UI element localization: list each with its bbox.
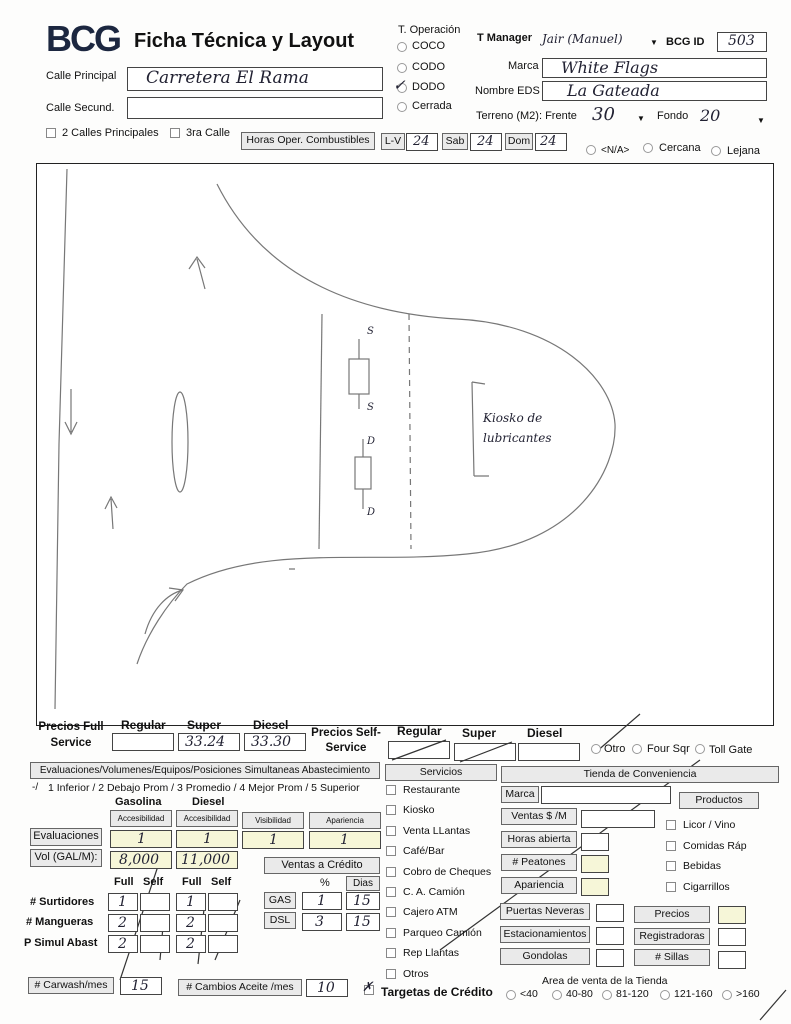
servicio-item[interactable] xyxy=(386,925,498,945)
eval-vis-value: 1 xyxy=(269,832,278,848)
gas-pct-value: 1 xyxy=(317,893,326,909)
four-sqr-radio[interactable] xyxy=(632,744,642,754)
eval-apariencia-field[interactable] xyxy=(309,831,381,849)
servicio-item[interactable] xyxy=(386,843,498,863)
servicio-label: Venta LLantas xyxy=(403,824,471,837)
calle-principal-field[interactable] xyxy=(127,67,383,91)
sab-button[interactable]: Sab xyxy=(442,133,468,150)
tienda-button[interactable]: Tienda de Conveniencia xyxy=(501,766,779,783)
area-option-label: 81-120 xyxy=(616,988,649,1000)
cambios-value: 10 xyxy=(317,980,335,996)
bcg-id-value: 503 xyxy=(728,33,755,49)
area-option-label: >160 xyxy=(736,988,760,1000)
otro-label: Otro xyxy=(604,743,626,755)
eval-diesel-value: 1 xyxy=(203,831,212,847)
vol-diesel-value: 11,000 xyxy=(181,852,230,868)
servicios-button[interactable]: Servicios xyxy=(385,764,497,781)
marca-field[interactable] xyxy=(542,58,767,78)
registradoras-field[interactable] xyxy=(718,928,746,946)
gas-pct-field[interactable] xyxy=(302,892,342,910)
eval-visibilidad-field[interactable] xyxy=(242,831,304,849)
dsl-pct-value: 3 xyxy=(315,914,324,930)
servicio-checkbox[interactable] xyxy=(386,785,396,795)
tienda-marca-label[interactable]: Marca xyxy=(501,786,539,803)
full-regular-field[interactable] xyxy=(112,733,174,751)
diesel-label: Diesel xyxy=(253,718,289,732)
ventas-field[interactable] xyxy=(581,810,655,828)
eval-gas-value: 1 xyxy=(137,831,146,847)
precios-full-label xyxy=(36,719,106,751)
horas-abierta-label[interactable]: Horas abierta xyxy=(501,831,577,848)
mang-d-full-value: 2 xyxy=(186,915,195,931)
servicio-label: Otros xyxy=(403,967,429,980)
servicio-label: Restaurante xyxy=(403,784,461,796)
calle-principal-label: Calle Principal xyxy=(46,70,117,82)
peatones-field[interactable] xyxy=(581,855,609,873)
ps-d-full-value: 2 xyxy=(186,936,195,952)
op-cerrada-radio[interactable] xyxy=(397,102,407,112)
four-sqr-label: Four Sqr xyxy=(647,743,690,755)
carwash-field[interactable] xyxy=(120,977,162,995)
full-super-field[interactable] xyxy=(178,733,240,751)
t-manager-value: Jair (Manuel) xyxy=(542,32,623,46)
self-diesel-field[interactable] xyxy=(518,743,580,761)
tercera-calle-label: 3ra Calle xyxy=(186,127,231,139)
op-dodo-label: DODO xyxy=(412,81,445,93)
vol-diesel-field[interactable] xyxy=(176,851,238,869)
area-option-label: 40-80 xyxy=(566,988,593,1000)
calle-principal-value: Carretera El Rama xyxy=(146,68,309,88)
evaluaciones-row-label[interactable]: Evaluaciones xyxy=(30,828,102,846)
sillas-field[interactable] xyxy=(718,951,746,969)
layout-sketch-area[interactable] xyxy=(36,163,774,726)
servicio-label: C. A. Camión xyxy=(403,885,465,898)
producto-item[interactable] xyxy=(666,817,786,838)
vol-row-label[interactable]: Vol (GAL/M): xyxy=(30,849,102,867)
accesibilidad-gas-header[interactable]: Accesibilidad xyxy=(110,810,172,827)
visibilidad-header[interactable]: Visibilidad xyxy=(242,812,304,829)
gondolas-field[interactable] xyxy=(596,949,624,967)
producto-checkbox[interactable] xyxy=(666,820,676,830)
t-manager-dropdown-icon[interactable]: ▼ xyxy=(650,38,658,47)
servicio-item[interactable] xyxy=(386,966,498,986)
bcg-id-label: BCG ID xyxy=(666,36,705,48)
toll-gate-radio[interactable] xyxy=(695,744,705,754)
producto-item[interactable] xyxy=(666,879,786,900)
precios-self-text: Precios Self-Service xyxy=(311,727,381,754)
area-option-label: 121-160 xyxy=(674,988,713,1000)
precios-tienda-field[interactable] xyxy=(718,906,746,924)
producto-label: Cigarrillos xyxy=(683,880,730,893)
horas-abierta-field[interactable] xyxy=(581,833,609,851)
mang-diesel-self[interactable] xyxy=(208,914,238,932)
regular-label: Regular xyxy=(121,718,166,732)
lv-field[interactable] xyxy=(406,133,438,151)
lv-button[interactable]: L-V xyxy=(381,133,405,150)
precios-full-text: Precios Full Service xyxy=(38,721,104,749)
servicio-checkbox[interactable] xyxy=(386,826,396,836)
vol-gas-field[interactable] xyxy=(110,851,172,869)
servicio-label: Cajero ATM xyxy=(403,906,458,919)
lv-value: 24 xyxy=(413,134,430,149)
gas-dias-field[interactable] xyxy=(346,892,380,910)
surt-gas-full[interactable] xyxy=(108,893,138,911)
self-label-gas: Self xyxy=(143,876,164,888)
surtidores-label: # Surtidores xyxy=(30,896,95,908)
sketch-pump-label-top: S xyxy=(367,326,374,337)
layout-sketch-drawing xyxy=(37,164,775,727)
credito-pct-label: % xyxy=(320,877,330,889)
producto-checkbox[interactable] xyxy=(666,861,676,871)
full-super-value: 33.24 xyxy=(185,734,226,750)
tienda-apariencia-field[interactable] xyxy=(581,878,609,896)
eval-diesel-field[interactable] xyxy=(176,830,238,848)
fondo-value[interactable]: 20 xyxy=(700,106,721,125)
sketch-pump-label-top2: S xyxy=(367,402,374,413)
op-codo-label: CODO xyxy=(412,61,445,73)
cambios-aceite-field[interactable] xyxy=(306,979,348,997)
servicio-label: Rep Llantas xyxy=(403,947,460,960)
marca-value: White Flags xyxy=(561,58,659,77)
ps-gas-full[interactable] xyxy=(108,935,138,953)
dom-button[interactable]: Dom xyxy=(505,133,533,150)
mang-gas-full[interactable] xyxy=(108,914,138,932)
full-diesel-value: 33.30 xyxy=(251,734,292,750)
puertas-neveras-field[interactable] xyxy=(596,904,624,922)
toll-gate-label: Toll Gate xyxy=(709,744,753,756)
tercera-calle-checkbox[interactable] xyxy=(170,128,180,138)
sillas-label[interactable]: # Sillas xyxy=(634,949,710,966)
servicio-checkbox[interactable] xyxy=(386,887,396,897)
dos-calles-label: 2 Calles Principales xyxy=(62,127,159,139)
producto-item[interactable] xyxy=(666,858,786,879)
gondolas-label[interactable]: Gondolas xyxy=(500,948,590,965)
productos-button[interactable]: Productos xyxy=(679,792,759,809)
sab-value: 24 xyxy=(477,134,494,149)
self-diesel-label: Diesel xyxy=(527,726,563,740)
surt-diesel-self[interactable] xyxy=(208,893,238,911)
otro-radio[interactable] xyxy=(591,744,601,754)
sab-field[interactable] xyxy=(470,133,502,151)
area-option-label: <40 xyxy=(520,988,538,1000)
dom-value: 24 xyxy=(540,134,557,149)
op-coco-label: COCO xyxy=(412,40,445,52)
registradoras-label[interactable]: Registradoras xyxy=(634,928,710,945)
apariencia-header[interactable]: Apariencia xyxy=(309,812,381,829)
servicio-label: Café/Bar xyxy=(403,845,445,858)
area-option-radio[interactable] xyxy=(722,990,732,1000)
frente-value[interactable]: 30 xyxy=(592,104,615,125)
super-label: Super xyxy=(187,718,222,732)
tarjetas-x-mark: ✗ xyxy=(362,980,373,995)
sketch-pump-label-d: D xyxy=(367,436,376,447)
producto-label: Licor / Vino xyxy=(683,819,736,831)
calle-secund-label: Calle Secund. xyxy=(46,102,115,114)
evaluation-scale: 1 Inferior / 2 Debajo Prom / 3 Promedio / 4 Mejor Prom / 5 Superior xyxy=(48,782,360,794)
cercana-label: Cercana xyxy=(659,142,701,154)
servicio-checkbox[interactable] xyxy=(386,948,396,958)
mang-g-full-value: 2 xyxy=(118,915,127,931)
servicio-checkbox[interactable] xyxy=(386,846,396,856)
ps-gas-self[interactable] xyxy=(140,935,170,953)
servicio-item[interactable] xyxy=(386,802,498,822)
area-option-radio[interactable] xyxy=(506,990,516,1000)
producto-checkbox[interactable] xyxy=(666,882,676,892)
evaluaciones-header-button[interactable]: Evaluaciones/Volumenes/Equipos/Posiciones Simultaneas Abastecimiento xyxy=(30,762,380,779)
servicio-item[interactable] xyxy=(386,904,498,924)
carwash-value: 15 xyxy=(131,978,149,994)
full-diesel-field[interactable] xyxy=(244,733,306,751)
t-manager-field[interactable] xyxy=(540,30,648,50)
producto-label: Bebidas xyxy=(683,860,721,872)
producto-label: Comidas Ráp xyxy=(683,839,747,852)
horas-oper-button[interactable]: Horas Oper. Combustibles xyxy=(241,132,375,150)
nombre-eds-value: La Gateada xyxy=(567,81,660,100)
servicio-checkbox[interactable] xyxy=(386,907,396,917)
accesibilidad-diesel-header[interactable]: Accesibilidad xyxy=(176,810,238,827)
servicio-checkbox[interactable] xyxy=(386,867,396,877)
surt-g-full-value: 1 xyxy=(118,894,127,910)
surt-diesel-full[interactable] xyxy=(176,893,206,911)
servicio-item[interactable] xyxy=(386,945,498,965)
area-option-radio[interactable] xyxy=(552,990,562,1000)
op-codo-radio[interactable] xyxy=(397,63,407,73)
sketch-kiosk-label: Kiosko de lubricantes xyxy=(483,411,552,445)
peatones-label[interactable]: # Peatones xyxy=(501,854,577,871)
self-regular-label: Regular xyxy=(397,724,442,738)
full-label-diesel: Full xyxy=(182,876,202,888)
puertas-neveras-label[interactable]: Puertas Neveras xyxy=(500,903,590,920)
nombre-eds-label: Nombre EDS xyxy=(475,85,540,97)
na-label: <N/A> xyxy=(601,145,630,156)
nombre-eds-field[interactable] xyxy=(542,81,767,101)
t-manager-label: T Manager xyxy=(477,32,533,44)
surt-d-full-value: 1 xyxy=(186,894,195,910)
ventas-label[interactable]: Ventas $ /M xyxy=(501,808,577,825)
gasolina-label: Gasolina xyxy=(115,796,162,808)
tienda-marca-field[interactable] xyxy=(541,786,671,804)
frente-dropdown-icon[interactable]: ▼ xyxy=(637,114,645,123)
diesel-eval-label: Diesel xyxy=(192,796,225,808)
dsl-dias-field[interactable] xyxy=(346,913,380,931)
producto-checkbox[interactable] xyxy=(666,841,676,851)
servicio-item[interactable] xyxy=(386,782,498,802)
servicio-label: Cobro de Cheques xyxy=(403,865,492,878)
servicio-item[interactable] xyxy=(386,884,498,904)
tienda-apariencia-label[interactable]: Apariencia xyxy=(501,877,577,894)
servicio-checkbox[interactable] xyxy=(386,969,396,979)
scale-note: -/ xyxy=(32,782,39,793)
op-coco-radio[interactable] xyxy=(397,42,407,52)
dsl-credit-label[interactable]: DSL xyxy=(264,912,296,929)
precios-self-label xyxy=(310,726,382,756)
bcg-id-field[interactable] xyxy=(717,32,767,52)
marca-label: Marca xyxy=(508,60,539,72)
mangueras-label: # Mangueras xyxy=(26,916,94,928)
cercana-radio[interactable] xyxy=(643,143,653,153)
precios-tienda-label[interactable]: Precios xyxy=(634,906,710,923)
estacionamientos-label[interactable]: Estacionamientos xyxy=(500,926,590,943)
gas-dias-value: 15 xyxy=(353,893,371,909)
servicio-checkbox[interactable] xyxy=(386,928,396,938)
ps-diesel-self[interactable] xyxy=(208,935,238,953)
producto-item[interactable] xyxy=(666,838,786,859)
estacionamientos-field[interactable] xyxy=(596,927,624,945)
servicios-list xyxy=(386,782,498,986)
mang-diesel-full[interactable] xyxy=(176,914,206,932)
na-radio[interactable] xyxy=(586,145,596,155)
eval-apar-value: 1 xyxy=(340,832,349,848)
ps-g-full-value: 2 xyxy=(118,936,127,952)
self-regular-field[interactable] xyxy=(388,741,450,759)
lejana-radio[interactable] xyxy=(711,146,721,156)
terreno-label: Terreno (M2): Frente xyxy=(476,110,577,122)
op-cerrada-label: Cerrada xyxy=(412,100,452,112)
carwash-label[interactable]: # Carwash/mes xyxy=(28,977,114,994)
eval-gas-field[interactable] xyxy=(110,830,172,848)
dsl-dias-value: 15 xyxy=(353,914,371,930)
servicio-checkbox[interactable] xyxy=(386,805,396,815)
ps-diesel-full[interactable] xyxy=(176,935,206,953)
mang-gas-self[interactable] xyxy=(140,914,170,932)
dos-calles-checkbox[interactable] xyxy=(46,128,56,138)
op-dodo-check-mark: ✓ xyxy=(393,76,406,94)
fondo-dropdown-icon[interactable]: ▼ xyxy=(757,116,765,125)
area-venta-label: Area de venta de la Tienda xyxy=(542,975,668,987)
calle-secund-field[interactable] xyxy=(127,97,383,119)
dom-field[interactable] xyxy=(535,133,567,151)
fondo-label: Fondo xyxy=(657,110,689,122)
cambios-aceite-label[interactable]: # Cambios Aceite /mes xyxy=(178,979,302,996)
credito-dias-label[interactable]: Dias xyxy=(346,876,380,891)
dsl-pct-field[interactable] xyxy=(302,913,342,931)
lejana-label: Lejana xyxy=(727,145,761,157)
vol-gas-value: 8,000 xyxy=(119,852,160,868)
bcg-logo: BCG xyxy=(46,18,120,59)
area-option-radio[interactable] xyxy=(602,990,612,1000)
gas-credit-label[interactable]: GAS xyxy=(264,892,296,909)
surt-gas-self[interactable] xyxy=(140,893,170,911)
servicio-label: Kiosko xyxy=(403,804,435,817)
self-super-label: Super xyxy=(462,726,497,740)
t-operacion-label: T. Operación xyxy=(398,24,461,36)
productos-list xyxy=(666,817,786,899)
psimul-label: P Simul Abast xyxy=(24,937,98,949)
page-title: Ficha Técnica y Layout xyxy=(134,30,355,52)
sketch-pump-label-d2: D xyxy=(367,507,376,518)
servicio-label: Parqueo Camión xyxy=(403,926,482,939)
full-label-gas: Full xyxy=(114,876,134,888)
tarjetas-label: Targetas de Crédito xyxy=(381,985,493,999)
servicio-item[interactable] xyxy=(386,823,498,843)
self-super-field[interactable] xyxy=(454,743,516,761)
self-label-diesel: Self xyxy=(211,876,232,888)
area-option-radio[interactable] xyxy=(660,990,670,1000)
servicio-item[interactable] xyxy=(386,864,498,884)
area-options xyxy=(506,988,786,1004)
ventas-credito-button[interactable]: Ventas a Crédito xyxy=(264,857,380,874)
